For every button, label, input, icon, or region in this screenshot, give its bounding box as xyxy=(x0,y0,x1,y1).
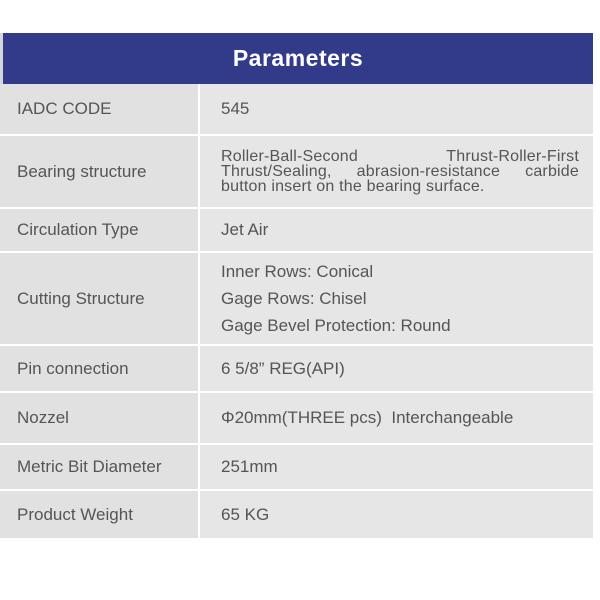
row-value: 545 xyxy=(200,84,593,134)
cutting-line-inner-rows: Inner Rows: Conical xyxy=(221,262,374,281)
row-label: Pin connection xyxy=(0,346,200,391)
row-value: 65 KG xyxy=(200,491,593,538)
row-label: Cutting Structure xyxy=(0,253,200,344)
table-header xyxy=(0,33,593,84)
row-value: Jet Air xyxy=(200,209,593,251)
row-label: Product Weight xyxy=(0,491,200,538)
table-row-pin-connection xyxy=(0,346,593,393)
row-value: Φ20mm(THREE pcs) Interchangeable xyxy=(200,393,593,443)
cutting-line-gage-rows: Gage Rows: Chisel xyxy=(221,289,367,308)
table-row-iadc-code xyxy=(0,84,593,136)
row-label: Metric Bit Diameter xyxy=(0,445,200,489)
row-value-cell xyxy=(200,136,593,207)
table-row-nozzel xyxy=(0,393,593,445)
row-value: 6 5/8” REG(API) xyxy=(200,346,593,391)
table-row-cutting-structure xyxy=(0,253,593,346)
row-value: 251mm xyxy=(200,445,593,489)
row-label: Bearing structure xyxy=(0,136,200,207)
table-row-metric-bit-diameter xyxy=(0,445,593,491)
parameters-table xyxy=(0,33,593,538)
cutting-line-gage-bevel: Gage Bevel Protection: Round xyxy=(221,316,451,335)
row-label: Circulation Type xyxy=(0,209,200,251)
table-row-circulation-type xyxy=(0,209,593,253)
table-title: Parameters xyxy=(232,45,364,71)
row-value: Roller-Ball-Second Thrust-Roller-First Thrust/Sealing, abrasion-resistance carbide button insert on the bearing surface. xyxy=(221,148,579,195)
row-value-cell xyxy=(200,253,593,344)
cutting-structure-lines xyxy=(221,258,451,339)
table-row-product-weight xyxy=(0,491,593,538)
row-label: IADC CODE xyxy=(0,84,200,134)
table-row-bearing-structure xyxy=(0,136,593,209)
row-label: Nozzel xyxy=(0,393,200,443)
